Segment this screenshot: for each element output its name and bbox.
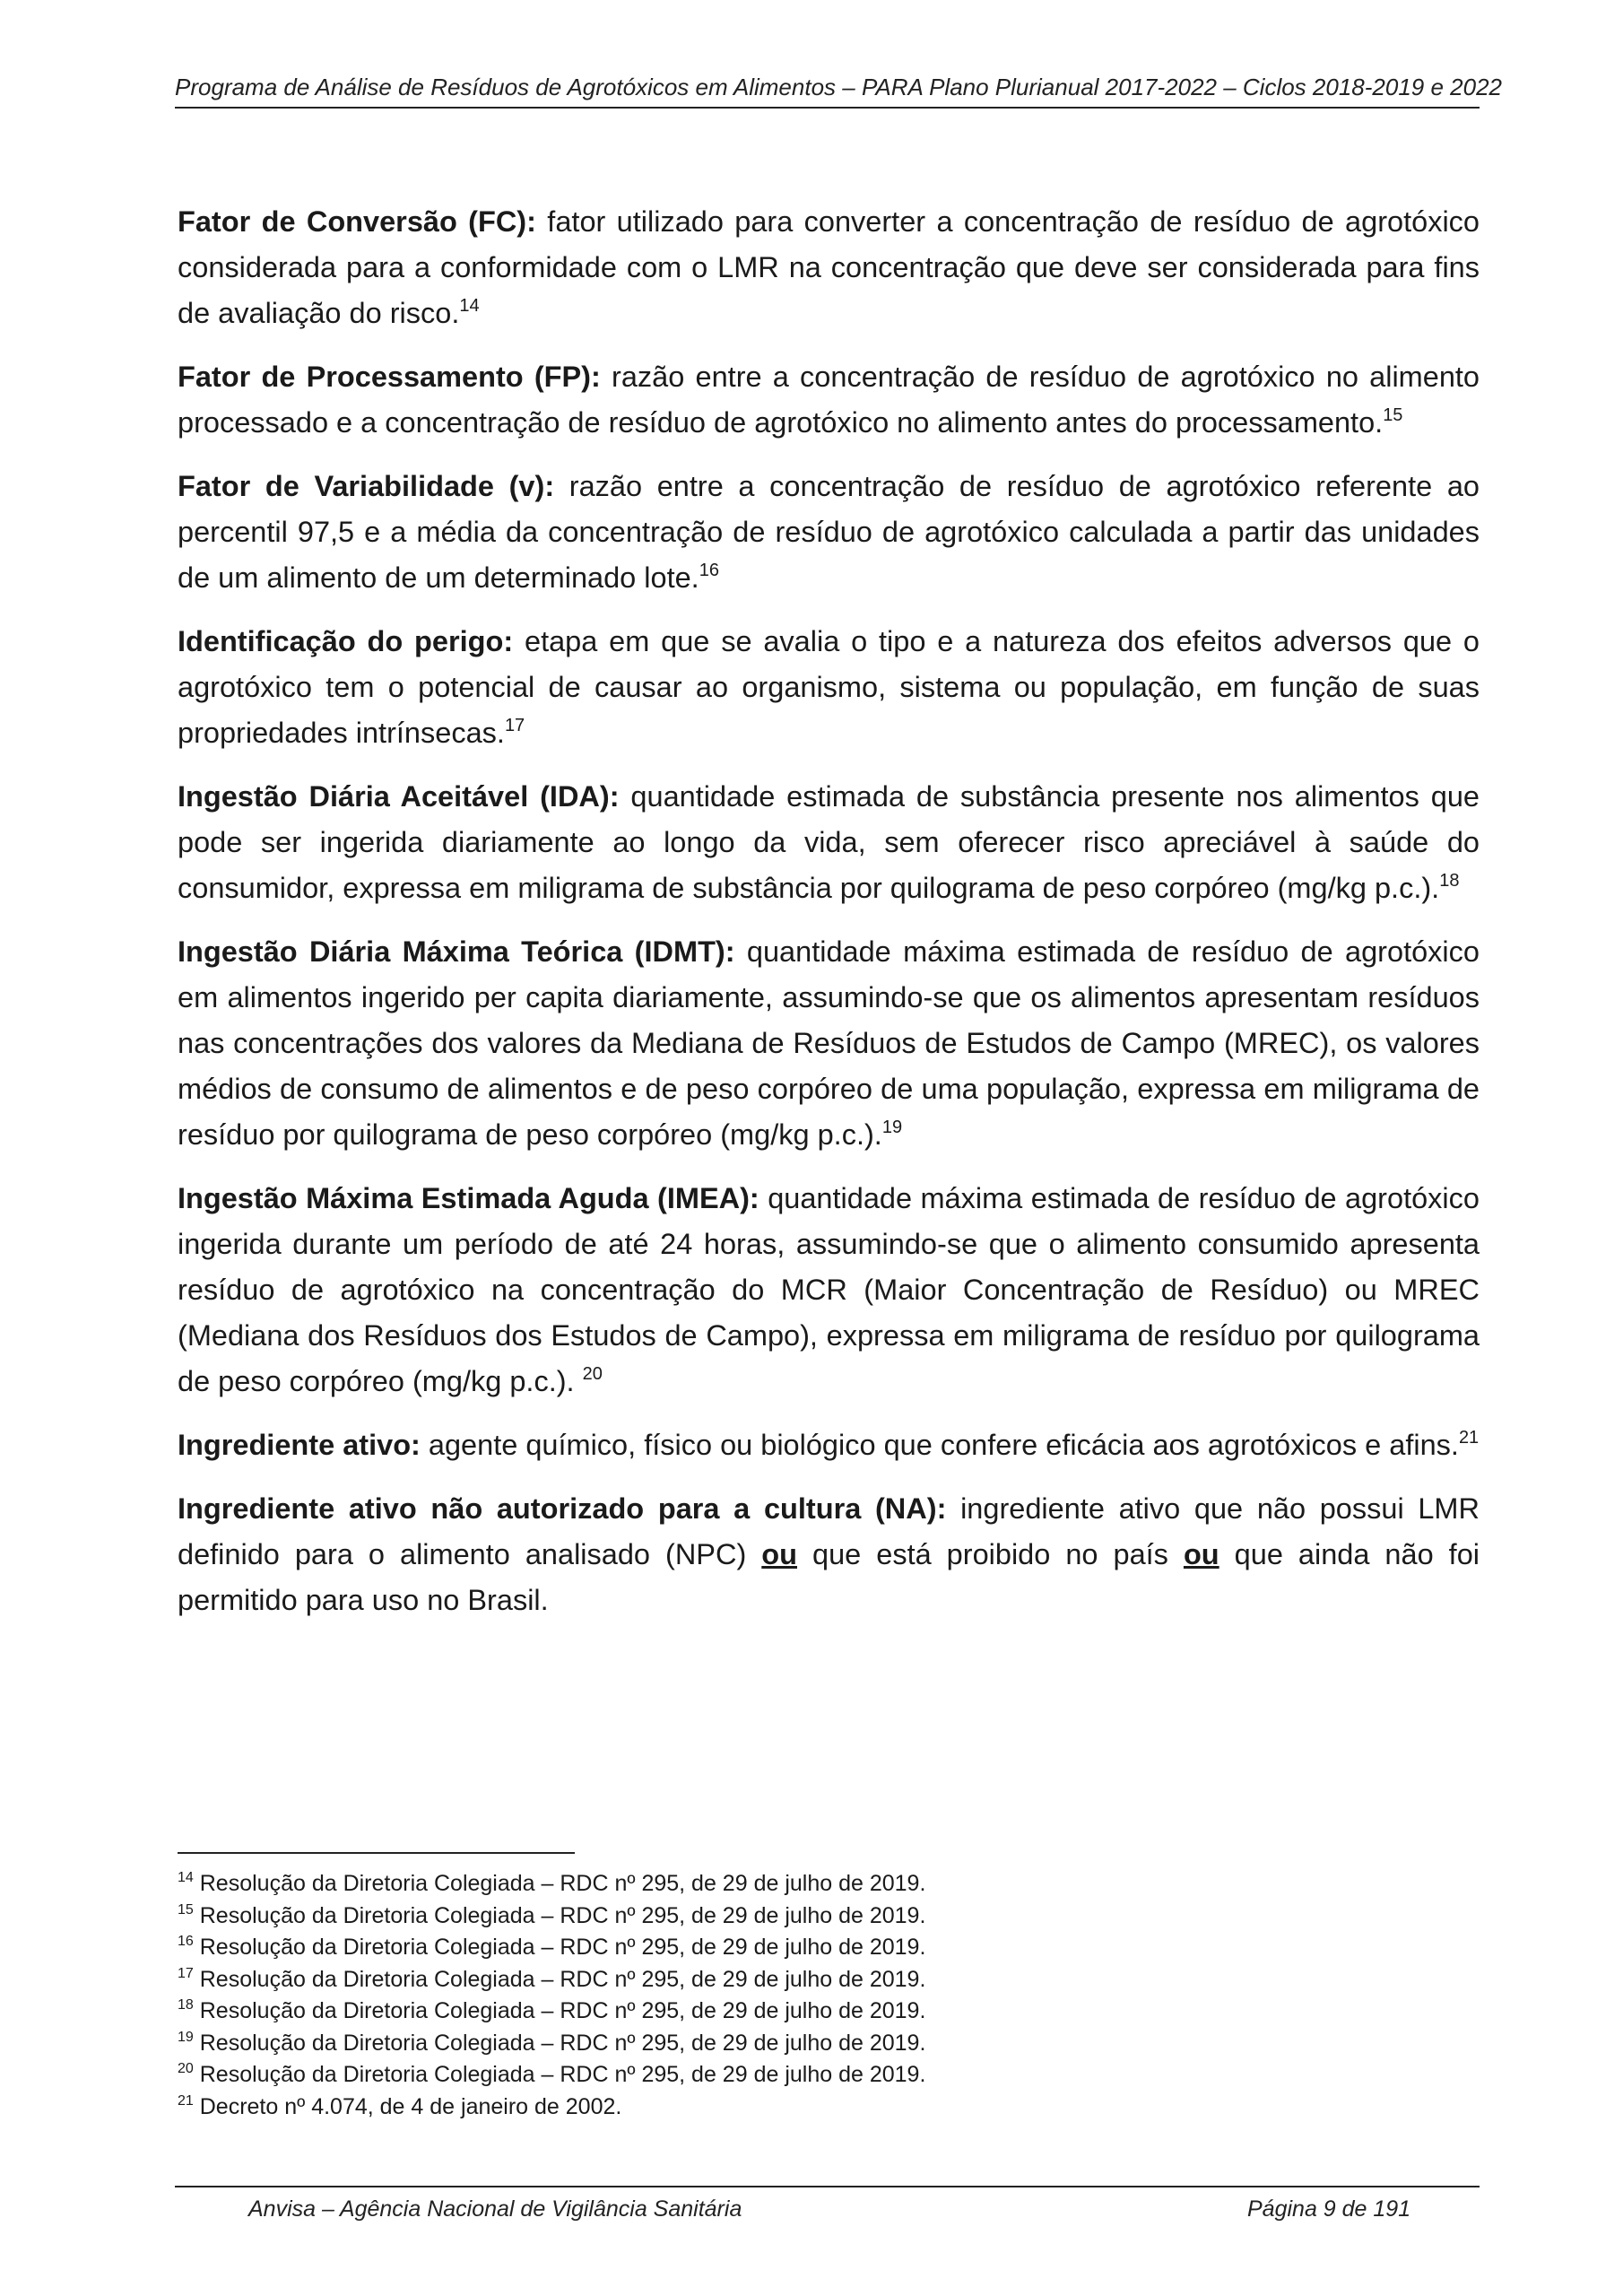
definition-paragraph [178, 464, 1480, 601]
footnote-ref: 19 [881, 1118, 903, 1137]
definition-text: que ainda não foi permitido para uso no Brasil. [178, 1538, 1480, 1616]
footnote-text: Resolução da Diretoria Colegiada – RDC nº 295, de 29 de julho de 2019. [193, 1966, 926, 1992]
definitions-body [178, 199, 1480, 1641]
footnote-number: 15 [178, 1901, 194, 1918]
definition-term: Fator de Processamento (FP): [178, 361, 601, 393]
footnote [178, 2092, 1480, 2124]
definition-paragraph [178, 199, 1480, 336]
definition-term: Ingrediente ativo não autorizado para a cultura (NA): [178, 1492, 947, 1525]
definition-term: Fator de Conversão (FC): [178, 205, 536, 238]
header-title: Programa de Análise de Resíduos de Agrotóxicos em Alimentos – PARA Plano Plurianual 2017-2022 – Ciclos 2018-2019 e 2022 [175, 74, 1502, 100]
footnote-text: Resolução da Diretoria Colegiada – RDC nº 295, de 29 de julho de 2019. [193, 1935, 926, 1960]
definition-term: Identificação do perigo: [178, 625, 514, 657]
footnote-ref: 21 [1458, 1428, 1480, 1448]
definition-paragraph [178, 774, 1480, 911]
footnote-ref: 18 [1439, 871, 1460, 891]
emphasis-or: ou [761, 1538, 797, 1570]
footnote-number: 20 [178, 2061, 194, 2076]
footnote-number: 16 [178, 1934, 194, 1949]
footnote [178, 2028, 1480, 2060]
footnote-separator [178, 1852, 575, 1854]
footnote [178, 1900, 1480, 1933]
footnote-number: 18 [178, 1997, 194, 2013]
page-header [175, 74, 1502, 109]
page-number: Página 9 de 191 [1247, 2196, 1411, 2222]
definition-term: Ingestão Máxima Estimada Aguda (IMEA): [178, 1182, 759, 1214]
footnote-text: Decreto nº 4.074, de 4 de janeiro de 2002. [193, 2093, 622, 2119]
footnote-ref: 20 [582, 1364, 603, 1384]
definition-text: razão entre a concentração de resíduo de agrotóxico referente ao percentil 97,5 e a média da concentração de resíduo de agrotóxico calculada a partir das unidades de um alimento de um determinado lote. [178, 470, 1480, 594]
footnote [178, 1868, 1480, 1900]
footnote [178, 1964, 1480, 1996]
footnote-text: Resolução da Diretoria Colegiada – RDC nº 295, de 29 de julho de 2019. [193, 1871, 926, 1896]
definition-text: quantidade máxima estimada de resíduo de agrotóxico em alimentos ingerido per capita diariamente, assumindo-se que os alimentos apresentam resíduos nas concentrações dos valores da Mediana de Resíduos de Estudos de Campo (MREC), os valores médios de consumo de alimentos e de peso corpóreo de uma população, expressa em miligrama de resíduo por quilograma de peso corpóreo (mg/kg p.c.). [178, 935, 1480, 1151]
footnote-number: 14 [178, 1870, 194, 1885]
footnote-number: 17 [178, 1965, 194, 1981]
footnote-ref: 16 [699, 561, 719, 580]
footnote [178, 1996, 1480, 2028]
definition-term: Fator de Variabilidade (v): [178, 470, 555, 502]
definition-text: etapa em que se avalia o tipo e a natureza dos efeitos adversos que o agrotóxico tem o potencial de causar ao organismo, sistema ou população, em função de suas propriedades intrínsecas. [178, 625, 1480, 749]
definition-paragraph [178, 1422, 1480, 1468]
footnote-number: 19 [178, 2029, 194, 2045]
footnote-ref: 15 [1383, 405, 1403, 425]
footnotes [178, 1868, 1480, 2123]
definition-paragraph [178, 354, 1480, 446]
definition-term: Ingrediente ativo: [178, 1429, 421, 1461]
footnote-text: Resolução da Diretoria Colegiada – RDC nº 295, de 29 de julho de 2019. [193, 1998, 926, 2023]
definition-paragraph [178, 1486, 1480, 1623]
definition-paragraph [178, 619, 1480, 756]
definition-term: Ingestão Diária Aceitável (IDA): [178, 780, 620, 813]
footnote-text: Resolução da Diretoria Colegiada – RDC nº 295, de 29 de julho de 2019. [193, 1902, 926, 1928]
emphasis-or: ou [1183, 1538, 1219, 1570]
definition-text: quantidade máxima estimada de resíduo de agrotóxico ingerida durante um período de até 24 horas, assumindo-se que o alimento consumido apresenta resíduo de agrotóxico na concentração do MCR (Maior Concentração de Resíduo) ou MREC (Mediana dos Resíduos dos Estudos de Campo), expressa em miligrama de resíduo por quilograma de peso corpóreo (mg/kg p.c.). [178, 1182, 1480, 1397]
definition-text: que está proibido no país [797, 1538, 1184, 1570]
footnote-text: Resolução da Diretoria Colegiada – RDC nº 295, de 29 de julho de 2019. [193, 2062, 926, 2087]
definition-text: razão entre a concentração de resíduo de agrotóxico no alimento processado e a concentração de resíduo de agrotóxico no alimento antes do processamento. [178, 361, 1480, 439]
definition-term: Ingestão Diária Máxima Teórica (IDMT): [178, 935, 735, 968]
footnote-ref: 14 [459, 296, 480, 316]
definition-paragraph [178, 929, 1480, 1158]
footnote-text: Resolução da Diretoria Colegiada – RDC nº 295, de 29 de julho de 2019. [193, 2030, 926, 2056]
footnote [178, 1932, 1480, 1964]
footnote-number: 21 [178, 2092, 194, 2109]
definition-paragraph [178, 1176, 1480, 1405]
footer-agency: Anvisa – Agência Nacional de Vigilância Sanitária [248, 2196, 742, 2222]
definition-text: ingrediente ativo que não possui LMR definido para o alimento analisado (NPC) [178, 1492, 1480, 1570]
definition-text: fator utilizado para converter a concentração de resíduo de agrotóxico considerada para a conformidade com o LMR na concentração que deve ser considerada para fins de avaliação do risco. [178, 205, 1480, 329]
footnote [178, 2059, 1480, 2092]
definition-text: agente químico, físico ou biológico que confere eficácia aos agrotóxicos e afins. [420, 1429, 1459, 1461]
footnote-ref: 17 [504, 716, 525, 735]
definition-text: quantidade estimada de substância presente nos alimentos que pode ser ingerida diariamente ao longo da vida, sem oferecer risco apreciável à saúde do consumidor, expressa em miligrama de substância por quilograma de peso corpóreo (mg/kg p.c.). [178, 780, 1480, 904]
page-footer [175, 2186, 1480, 2222]
